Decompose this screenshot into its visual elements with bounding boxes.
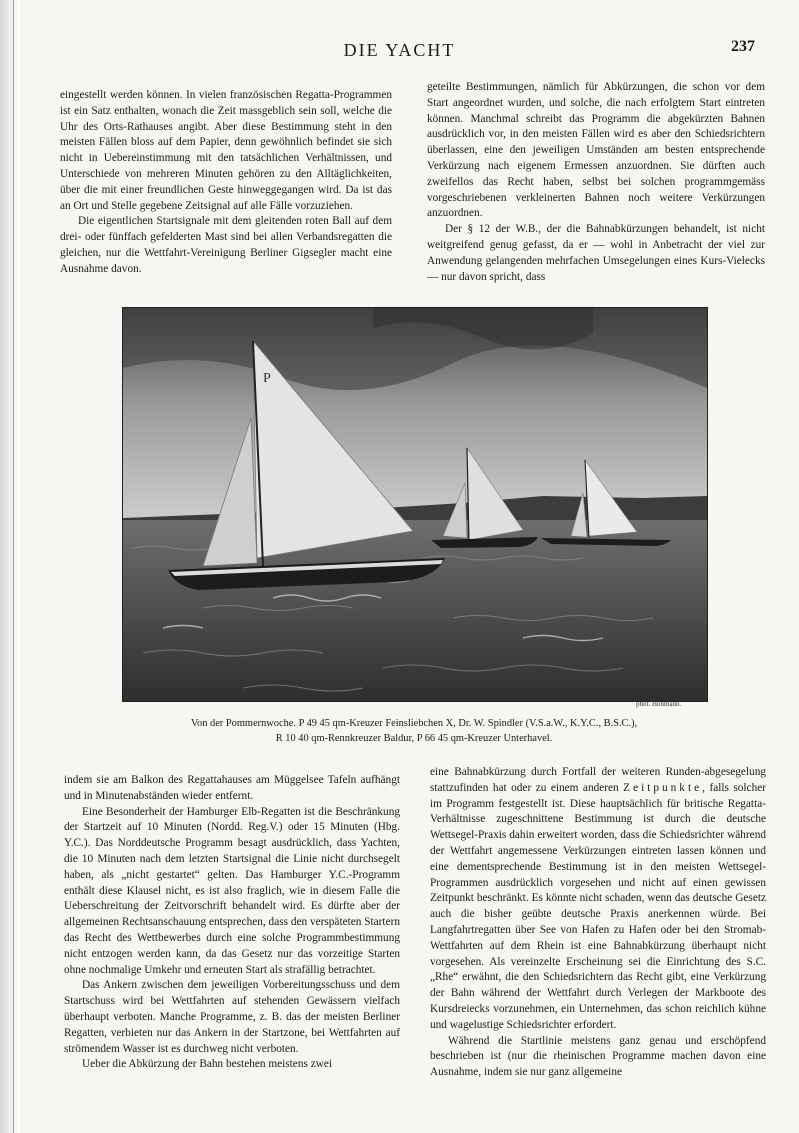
caption-line: Von der Pommernwoche. P 49 45 qm-Kreuzer Feinsliebchen X, Dr. W. Spindler (V.S.a.W., K.Y.C., B.S.C.),	[190, 718, 638, 729]
paragraph	[430, 765, 766, 1034]
text-run: , falls solcher im Programm festgestellt ist. Diese hauptsächlich für britische Regatta-Verhältnisse zugeschnittene Bestimmung ist durch die deutsche Wettsegel-Praxis dahin erweitert worden, dass die Schiedsrichter während der Wettfahrt angemessene Verkürzungen eintreten lassen können und eine dementsprechende Bestimmung ist in den meisten Wettsegel-Programmen ausdrücklich vorgesehen und nicht auf einen gewissen Zeitpunkt beschränkt. Es könnte nicht schaden, wenn das deutsche Gesetz auch die bisher geübte deutsche Praxis anerkennen würde. Bei Langfahrtregatten über See von Hafen zu Hafen oder bei den Stromab-Wettfahrten auf dem Rhein ist eine Bahnabkürzung überhaupt nicht vorgesehen. Als vereinzelte Erscheinung sei die Einrichtung des S.C. „Rhe“ erwähnt, die den Schiedsrichtern das Recht gibt, eine Verkürzung der Bahn während der Wettfahrt durch Verlegen der Markboote des Kursdreiecks vorzunehmen, ein Unternehmen, das schon reichlich kühne und wagelustige Schiedsrichter erfordert.	[430, 781, 766, 1031]
column-bottom-right	[430, 765, 766, 1081]
column-top-right	[427, 80, 765, 285]
photo-caption	[122, 716, 706, 746]
paragraph: Eine Besonderheit der Hamburger Elb-Regatten ist die Beschränkung der Startzeit auf 10 Minuten (Nordd. Reg.V.) oder 15 Minuten (Hbg. Y.C.). Das Norddeutsche Programm besagt ausdrücklich, dass Yachten, die 10 Minuten nach dem letzten Startsignal die Linie nicht durchsegelt haben, als „nicht gestartet“ gelten. Das Hamburger Y.C.-Programm enthält diese Klausel nicht, es ist also fraglich, wie in diesem Falle die Ueberschreitung der Zeitvorschrift behandelt wird. Es dürfte aber der allgemeinen Rechtsanschauung entsprechen, dass den verspäteten Startern das Recht des Wettbewerbes durch eine solche Programmbestimmung nicht entzogen werden kann, da das Gesetz nur das vorzeitige Starten ohne nochmalige Umkehr und erneuten Start als strafällig betrachtet.	[64, 805, 400, 976]
svg-text:P: P	[263, 371, 271, 386]
paragraph: geteilte Bestimmungen, nämlich für Abkürzungen, die schon vor dem Start angeordnet wurden, und solche, die nach erfolgtem Start eintreten können. Manchmal schreibt das Programm die abgekürzten Bahnen ausdrücklich vor, in den meisten Fällen wird es aber den Schiedsrichtern überlassen, eine den jeweiligen Umständen am besten entsprechende Verkürzung nach eigenem Ermessen anzuordnen. Sie dürften auch zweifellos das Recht haben, selbst bei solchen programmgemäss vorgeschriebenen verkleinerten Bahnen noch weitere Verkürzungen anzuordnen.	[427, 81, 765, 220]
photo-credit: phot. Hohmann.	[636, 700, 682, 708]
paragraph: indem sie am Balkon des Regattahauses am Müggelsee Tafeln aufhängt und in Minutenabständen wieder entfernt.	[64, 774, 400, 802]
text-run: eine Bahnabkürzung durch Fortfall der weiteren Runden-abgesegelung stattzufinden hat oder zu einem anderen	[430, 766, 766, 794]
paragraph: Die eigentlichen Startsignale mit dem gleitenden roten Ball auf dem drei- oder fünffach gefelderten Mast sind bei allen Verbandsregatten die gleichen, nur die Wettfahrt-Vereinigung Berliner Gigsegler macht eine Ausnahme davon.	[60, 215, 392, 275]
paragraph: Das Ankern zwischen dem jeweiligen Vorbereitungsschuss und dem Startschuss wird bei Wettfahrten auf stehenden Gewässern vielfach überhaupt verboten. Manche Programme, z. B. das der meisten Berliner Regatten, verbieten nur das Ankern in der Startzone, bei Wettfahrten auf strömendem Wasser ist es durchweg nicht verboten.	[64, 979, 400, 1055]
paragraph: Während die Startlinie meistens ganz genau und erschöpfend beschrieben ist (nur die rheinischen Programme machen davon eine Ausnahme, indem sie nur ganz allgemeine	[430, 1034, 766, 1079]
column-top-left	[60, 88, 392, 278]
spaced-emphasis: Zeitpunkte	[623, 781, 703, 794]
page-number: 237	[731, 38, 755, 55]
caption-line: R 10 40 qm-Rennkreuzer Baldur, P 66 45 qm-Kreuzer Unterhavel.	[275, 733, 553, 744]
page-binding-edge	[0, 0, 20, 1133]
running-header: DIE YACHT	[343, 40, 456, 60]
paragraph: Ueber die Abkürzung der Bahn bestehen meistens zwei	[82, 1058, 333, 1071]
paragraph: Der § 12 der W.B., der die Bahnabkürzungen behandelt, ist nicht weitgreifend genug gefasst, da er — wohl in Anbetracht der viel zur Anwendung gelangenden mehrfachen Umsegelungen eines Kurs-Vielecks — nur davon spricht, dass	[427, 223, 765, 283]
sailing-photograph	[122, 307, 708, 702]
column-bottom-left	[64, 773, 400, 1073]
paragraph: eingestellt werden können. In vielen französischen Regatta-Programmen ist ein Satz enthalten, wonach die Zeit massgeblich sein soll, welche die Uhr des Orts-Rathauses angibt. Aber diese Bestimmung steht in den meisten Fällen bloss auf dem Papier, denn gewöhnlich befindet sie sich nicht in Uebereinstimmung mit den tatsächlichen Verhältnissen, und Unterschiede von mehreren Minuten gehören zu den Alltäglichkeiten, über die mit einer freundlichen Geste hinweggegangen wird. Da ist das an Ort und Stelle gegebene Zeitsignal auf alle Fälle vorzuziehen.	[60, 89, 392, 212]
